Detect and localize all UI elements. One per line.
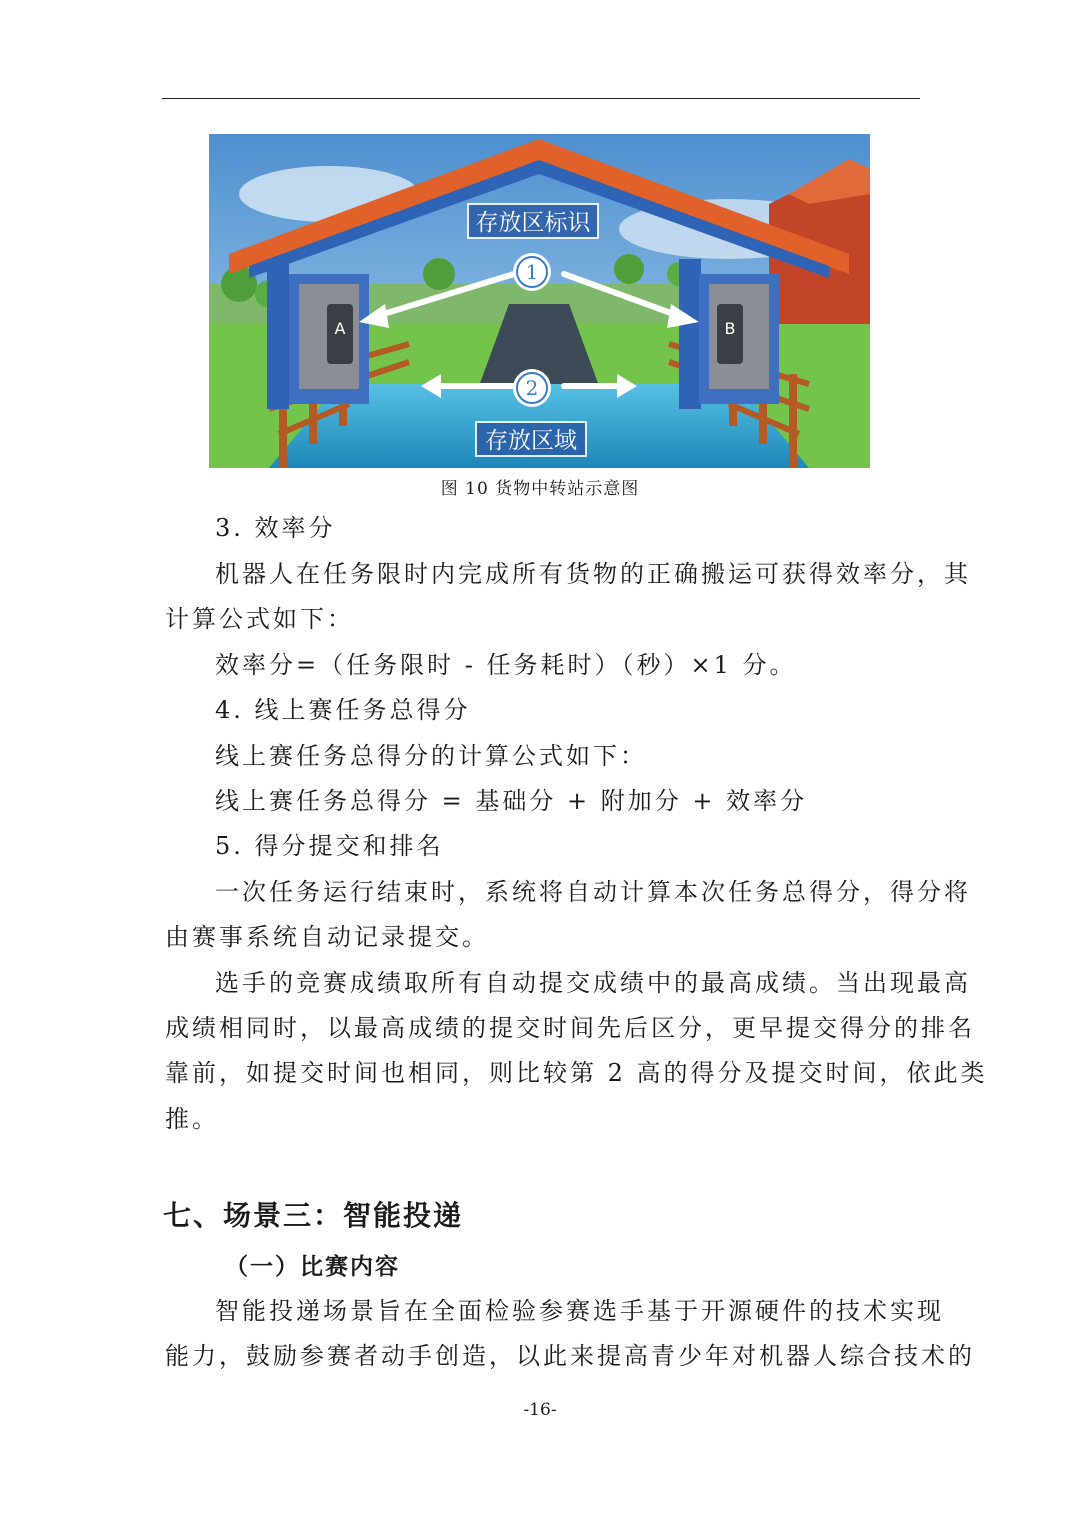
subsection-title: （一）比赛内容	[225, 1254, 400, 1280]
paragraph-line: 推。	[165, 1105, 219, 1133]
paragraph-line: 计算公式如下：	[165, 605, 354, 633]
paragraph-line: 智能投递场景旨在全面检验参赛选手基于开源硬件的技术实现	[215, 1297, 944, 1325]
header-rule	[162, 98, 920, 99]
paragraph-line: 能力，鼓励参赛者动手创造，以此来提高青少年对机器人综合技术的	[165, 1342, 975, 1370]
paragraph-line: 机器人在任务限时内完成所有货物的正确搬运可获得效率分，其	[215, 560, 971, 588]
formula-efficiency: 效率分=（任务限时 - 任务耗时）（秒）×1 分。	[215, 651, 797, 679]
station-illustration	[209, 134, 870, 468]
formula-total: 线上赛任务总得分 = 基础分 + 附加分 + 效率分	[215, 787, 808, 815]
heading-efficiency-score: 3. 效率分	[215, 514, 336, 542]
section-title: 七、场景三：智能投递	[163, 1199, 464, 1232]
marker-2: 2	[525, 376, 539, 400]
paragraph-line: 线上赛任务总得分的计算公式如下：	[215, 742, 647, 770]
door-b-label: B	[724, 319, 736, 338]
paragraph-line: 靠前，如提交时间也相同，则比较第 2 高的得分及提交时间，依此类	[165, 1059, 988, 1087]
marker-1: 1	[525, 260, 539, 284]
figure-caption: 图 10 货物中转站示意图	[440, 479, 640, 499]
paragraph-line: 成绩相同时，以最高成绩的提交时间先后区分，更早提交得分的排名	[165, 1014, 975, 1042]
paragraph-line: 由赛事系统自动记录提交。	[165, 923, 489, 951]
paragraph-line: 一次任务运行结束时，系统将自动计算本次任务总得分，得分将	[215, 878, 971, 906]
storage-area-label: 存放区域	[485, 428, 577, 454]
door-a-label: A	[334, 319, 346, 338]
paragraph-line: 选手的竞赛成绩取所有自动提交成绩中的最高成绩。当出现最高	[215, 969, 971, 997]
heading-submission-ranking: 5. 得分提交和排名	[215, 832, 444, 860]
storage-marker-label: 存放区标识	[475, 210, 591, 236]
heading-total-score: 4. 线上赛任务总得分	[215, 696, 471, 724]
page-number: -16-	[523, 1400, 557, 1420]
